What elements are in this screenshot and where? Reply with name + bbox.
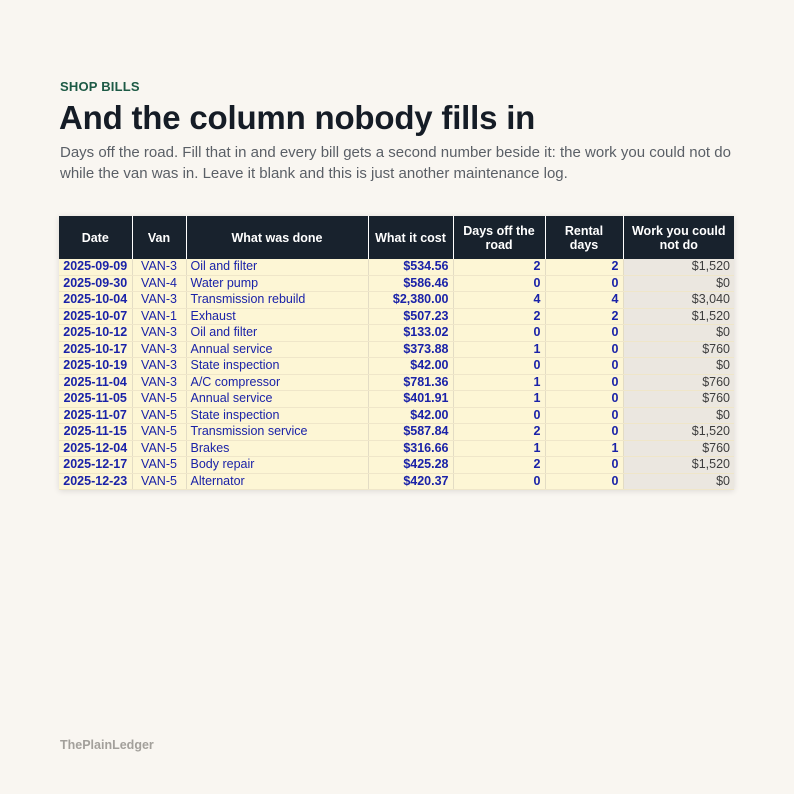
bills-table-container xyxy=(59,216,734,490)
table-row xyxy=(59,259,734,275)
cell-van[interactable]: VAN-1 xyxy=(132,308,186,325)
cell-rental-days[interactable]: 0 xyxy=(545,391,623,408)
cell-lost-work: $0 xyxy=(623,473,734,490)
cell-van[interactable]: VAN-3 xyxy=(132,358,186,375)
cell-cost[interactable]: $781.36 xyxy=(368,374,453,391)
cell-days-off[interactable]: 0 xyxy=(453,358,545,375)
header-date: Date xyxy=(59,216,132,259)
cell-rental-days[interactable]: 0 xyxy=(545,424,623,441)
cell-van[interactable]: VAN-5 xyxy=(132,440,186,457)
table-row xyxy=(59,325,734,342)
table-row xyxy=(59,457,734,474)
cell-rental-days[interactable]: 0 xyxy=(545,325,623,342)
cell-lost-work: $1,520 xyxy=(623,424,734,441)
cell-days-off[interactable]: 0 xyxy=(453,275,545,292)
header-work: What was done xyxy=(186,216,368,259)
cell-days-off[interactable]: 0 xyxy=(453,325,545,342)
cell-work[interactable]: Body repair xyxy=(186,457,368,474)
cell-days-off[interactable]: 1 xyxy=(453,341,545,358)
cell-cost[interactable]: $373.88 xyxy=(368,341,453,358)
cell-van[interactable]: VAN-3 xyxy=(132,325,186,342)
cell-van[interactable]: VAN-5 xyxy=(132,457,186,474)
cell-rental-days[interactable]: 2 xyxy=(545,308,623,325)
eyebrow-label: SHOP BILLS xyxy=(60,79,140,94)
cell-date[interactable]: 2025-11-04 xyxy=(59,374,132,391)
cell-lost-work: $1,520 xyxy=(623,457,734,474)
cell-days-off[interactable]: 1 xyxy=(453,391,545,408)
footer-brand: ThePlainLedger xyxy=(60,738,154,752)
table-row xyxy=(59,473,734,490)
cell-rental-days[interactable]: 0 xyxy=(545,407,623,424)
table-row xyxy=(59,358,734,375)
cell-lost-work: $760 xyxy=(623,391,734,408)
page-subtitle: Days off the road. Fill that in and every bill gets a second number beside it: the work you could not do while the van was in. Leave it blank and this is just another maintenance log. xyxy=(60,144,731,182)
cell-work[interactable]: Annual service xyxy=(186,341,368,358)
cell-date[interactable]: 2025-12-04 xyxy=(59,440,132,457)
cell-lost-work: $760 xyxy=(623,374,734,391)
cell-date[interactable]: 2025-10-19 xyxy=(59,358,132,375)
cell-date[interactable]: 2025-09-09 xyxy=(59,259,132,275)
table-row xyxy=(59,275,734,292)
cell-cost[interactable]: $133.02 xyxy=(368,325,453,342)
header-lost-work: Work you could not do xyxy=(623,216,734,259)
table-header-row xyxy=(59,216,734,259)
cell-lost-work: $1,520 xyxy=(623,308,734,325)
cell-van[interactable]: VAN-5 xyxy=(132,424,186,441)
cell-rental-days[interactable]: 0 xyxy=(545,473,623,490)
cell-work[interactable]: Water pump xyxy=(186,275,368,292)
cell-cost[interactable]: $586.46 xyxy=(368,275,453,292)
cell-cost[interactable]: $425.28 xyxy=(368,457,453,474)
table-row xyxy=(59,341,734,358)
cell-rental-days[interactable]: 0 xyxy=(545,275,623,292)
header-van: Van xyxy=(132,216,186,259)
cell-lost-work: $0 xyxy=(623,407,734,424)
cell-date[interactable]: 2025-10-04 xyxy=(59,292,132,309)
cell-work[interactable]: Oil and filter xyxy=(186,259,368,275)
cell-van[interactable]: VAN-3 xyxy=(132,292,186,309)
cell-cost[interactable]: $316.66 xyxy=(368,440,453,457)
cell-rental-days[interactable]: 1 xyxy=(545,440,623,457)
cell-date[interactable]: 2025-12-23 xyxy=(59,473,132,490)
cell-days-off[interactable]: 1 xyxy=(453,374,545,391)
cell-rental-days[interactable]: 2 xyxy=(545,259,623,275)
cell-rental-days[interactable]: 0 xyxy=(545,358,623,375)
cell-rental-days[interactable]: 0 xyxy=(545,457,623,474)
cell-date[interactable]: 2025-10-17 xyxy=(59,341,132,358)
cell-cost[interactable]: $534.56 xyxy=(368,259,453,275)
cell-work[interactable]: State inspection xyxy=(186,407,368,424)
cell-rental-days[interactable]: 0 xyxy=(545,341,623,358)
table-row xyxy=(59,391,734,408)
cell-van[interactable]: VAN-5 xyxy=(132,407,186,424)
cell-lost-work: $0 xyxy=(623,358,734,375)
cell-days-off[interactable]: 2 xyxy=(453,424,545,441)
cell-work[interactable]: Transmission service xyxy=(186,424,368,441)
table-row xyxy=(59,374,734,391)
header-cost: What it cost xyxy=(368,216,453,259)
cell-van[interactable]: VAN-3 xyxy=(132,259,186,275)
cell-rental-days[interactable]: 4 xyxy=(545,292,623,309)
cell-cost[interactable]: $587.84 xyxy=(368,424,453,441)
cell-lost-work: $1,520 xyxy=(623,259,734,275)
header-rental-days: Rental days xyxy=(545,216,623,259)
cell-work[interactable]: State inspection xyxy=(186,358,368,375)
cell-lost-work: $760 xyxy=(623,440,734,457)
cell-date[interactable]: 2025-09-30 xyxy=(59,275,132,292)
cell-rental-days[interactable]: 0 xyxy=(545,374,623,391)
page-title: And the column nobody fills in xyxy=(59,99,536,136)
cell-van[interactable]: VAN-3 xyxy=(132,374,186,391)
table-row xyxy=(59,440,734,457)
cell-date[interactable]: 2025-11-15 xyxy=(59,424,132,441)
table-row xyxy=(59,292,734,309)
table-row xyxy=(59,308,734,325)
cell-van[interactable]: VAN-5 xyxy=(132,391,186,408)
cell-van[interactable]: VAN-5 xyxy=(132,473,186,490)
cell-date[interactable]: 2025-10-12 xyxy=(59,325,132,342)
table-row xyxy=(59,424,734,441)
cell-date[interactable]: 2025-11-05 xyxy=(59,391,132,408)
cell-work[interactable]: Alternator xyxy=(186,473,368,490)
cell-work[interactable]: Annual service xyxy=(186,391,368,408)
cell-days-off[interactable]: 0 xyxy=(453,473,545,490)
cell-van[interactable]: VAN-4 xyxy=(132,275,186,292)
cell-lost-work: $0 xyxy=(623,325,734,342)
cell-days-off[interactable]: 2 xyxy=(453,259,545,275)
cell-days-off[interactable]: 1 xyxy=(453,440,545,457)
cell-days-off[interactable]: 4 xyxy=(453,292,545,309)
cell-cost[interactable]: $42.00 xyxy=(368,407,453,424)
cell-work[interactable]: Exhaust xyxy=(186,308,368,325)
cell-lost-work: $760 xyxy=(623,341,734,358)
cell-cost[interactable]: $2,380.00 xyxy=(368,292,453,309)
cell-van[interactable]: VAN-3 xyxy=(132,341,186,358)
cell-days-off[interactable]: 2 xyxy=(453,308,545,325)
cell-date[interactable]: 2025-12-17 xyxy=(59,457,132,474)
cell-work[interactable]: Oil and filter xyxy=(186,325,368,342)
cell-work[interactable]: Brakes xyxy=(186,440,368,457)
cell-lost-work: $0 xyxy=(623,275,734,292)
cell-days-off[interactable]: 0 xyxy=(453,407,545,424)
cell-cost[interactable]: $507.23 xyxy=(368,308,453,325)
cell-work[interactable]: Transmission rebuild xyxy=(186,292,368,309)
cell-cost[interactable]: $401.91 xyxy=(368,391,453,408)
cell-days-off[interactable]: 2 xyxy=(453,457,545,474)
bills-table xyxy=(59,216,734,490)
cell-cost[interactable]: $42.00 xyxy=(368,358,453,375)
cell-cost[interactable]: $420.37 xyxy=(368,473,453,490)
header-days-off: Days off the road xyxy=(453,216,545,259)
cell-date[interactable]: 2025-11-07 xyxy=(59,407,132,424)
cell-work[interactable]: A/C compressor xyxy=(186,374,368,391)
cell-lost-work: $3,040 xyxy=(623,292,734,309)
table-row xyxy=(59,407,734,424)
cell-date[interactable]: 2025-10-07 xyxy=(59,308,132,325)
